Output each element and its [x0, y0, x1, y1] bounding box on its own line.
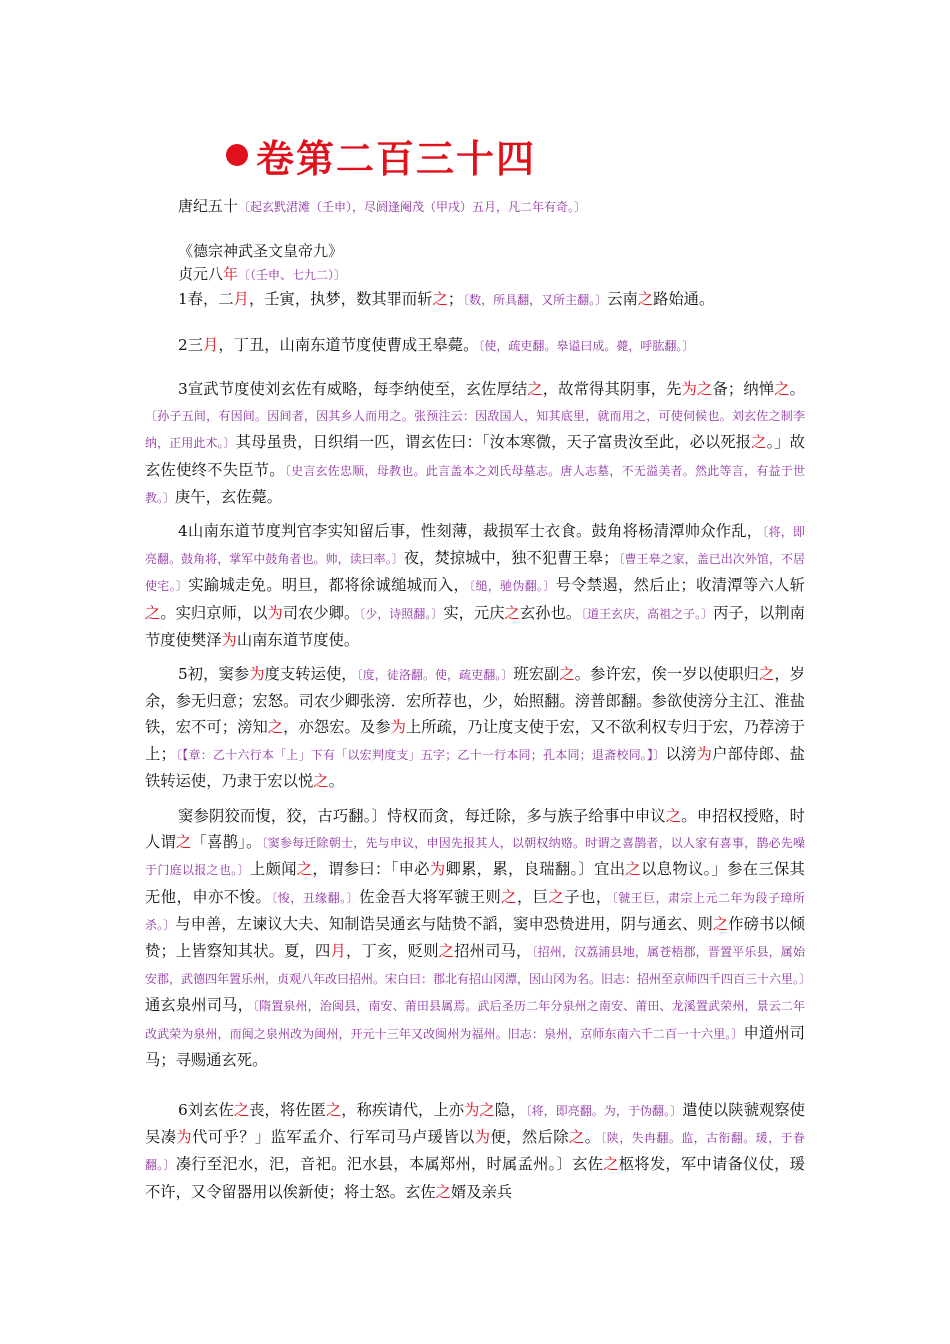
text-run: ，称疾请代，上亦: [341, 1101, 465, 1119]
text-run: ，壬寅，执梦，数其罪而斩: [248, 290, 433, 308]
text-run: ，谓参曰：「申必: [312, 860, 430, 879]
text-run: 。: [584, 1128, 601, 1147]
text-run: 婿及亲兵: [450, 1182, 513, 1201]
highlighted-char: 之: [313, 771, 329, 790]
highlighted-char: 之: [751, 433, 767, 452]
text-run: ，巨: [516, 887, 549, 906]
text-run: ，亦怨宏。及参: [283, 718, 391, 737]
text-run: 2三: [178, 336, 204, 354]
highlighted-char: 为之: [681, 380, 713, 398]
text-run: 卿累，累，良瑞翻。〕宜出: [445, 860, 626, 879]
text-run: 与申善，左谏议大夫、知制诰吴通玄与陆贽不謟，窦申恐贽进用，阴与通玄、则: [175, 914, 713, 933]
paragraph-3: [145, 376, 805, 511]
text-run: ；: [447, 290, 464, 308]
highlighted-char: 月: [330, 942, 346, 961]
text-run: 上颇闻: [249, 860, 297, 879]
text-run: 凑行至汜水，汜，音祀。汜水县，本属郑州，时属孟州。〕玄佐: [175, 1155, 604, 1174]
commentary-note: 〔【章：乙十六行本「上」下有「以宏判度支」五字；乙十一行本同；孔本同；退斋校同。】〕: [175, 747, 666, 762]
highlighted-char: 为: [390, 718, 406, 737]
highlighted-char: 之: [325, 1101, 342, 1119]
text-run: 隐，: [494, 1101, 526, 1119]
highlighted-char: 之: [176, 833, 192, 852]
text-run: 「喜鹊」。: [191, 833, 262, 852]
text-run: 玄孙也。: [519, 603, 582, 622]
text-run: 上所疏，乃让度支使于宏，又不欲利权专归于宏，乃荐滂于上；: [145, 718, 805, 763]
text-run: 6刘玄佐: [178, 1101, 234, 1119]
highlighted-char: 之: [603, 1155, 619, 1174]
highlighted-char: 年: [223, 265, 239, 283]
text-run: 实踰城走免。明旦，都将徐诚缒城而入，: [188, 576, 470, 595]
year-line: [178, 264, 346, 285]
text-run: 户部侍郎、盐铁转运使，乃隶于宏以悦: [145, 744, 805, 790]
highlighted-char: 之: [145, 603, 161, 622]
highlighted-char: 之: [504, 603, 520, 622]
text-run: ，故常得其阴事，先: [542, 380, 682, 398]
commentary-note: 〔史言玄佐忠顺，母教也。此言盖本之刘氏母墓志。唐人志墓，不无溢美者。然此等言，有益于世教。〕: [145, 463, 805, 505]
text-run: 实，元庆: [443, 603, 505, 622]
text-run: 其母虽贵，日织绢一匹，谓玄佐曰：「汝本寒微，天子富贵汝至此，必以死报: [235, 433, 752, 452]
commentary-note: 〔虢王巨，肃宗上元二年为段子璋所杀。〕: [145, 890, 805, 932]
highlighted-char: 之: [438, 942, 455, 961]
text-run: ，岁余，参无归意；宏怒。司农少卿张滂．宏所荐也，少，始照翻。滂普郎翻。参欲使滂分主江、淮盐铁，宏不可；滂知: [145, 665, 805, 737]
text-run: 度支转运使，: [264, 665, 357, 683]
text-run: 申道州司马；寻赐通玄死。: [145, 1023, 805, 1069]
chapter-title: [226, 128, 536, 183]
commentary-note: 〔悛，丑缘翻。〕: [271, 890, 360, 905]
highlighted-char: 之: [267, 718, 284, 737]
text-run: 。: [328, 771, 344, 790]
text-run: 司农少卿。: [282, 603, 360, 622]
commentary-note: 〔曹王皋之家，盖已出次外馆，不居使宅。〕: [145, 552, 805, 594]
text-run: 子也，: [564, 887, 612, 906]
text-run: ，丁亥，贬则: [345, 942, 439, 961]
highlighted-char: 之: [296, 860, 313, 879]
highlighted-char: 之: [665, 807, 682, 825]
commentary-note: 〔陕，失冉翻。监，古衔翻。瑗，于眷翻。〕: [145, 1131, 805, 1173]
paragraph-5: [145, 661, 805, 794]
text-run: 。」故玄佐使终不失臣节。: [145, 433, 805, 479]
commentary-note: 〔使，疏吏翻。皋谥曰成。薨，呼肱翻。〕: [478, 339, 695, 353]
highlighted-char: 之: [568, 1128, 585, 1147]
text-run: 备；纳惮: [712, 380, 775, 398]
highlighted-char: 之: [233, 1101, 250, 1119]
text-run: 路始通。: [653, 290, 715, 308]
text-run: 以滂: [665, 744, 697, 763]
commentary-note: 〔窦参每迁除朝士，先与申议，申因先报其人，以朝权纳赂。时谓之喜鹊者，以人家有喜事，鹊必先噪于门庭以报之也。〕: [145, 836, 805, 878]
highlighted-char: 为: [249, 665, 265, 683]
highlighted-char: 之: [559, 665, 575, 683]
highlighted-char: 月: [203, 336, 219, 354]
emperor-line: [178, 241, 343, 261]
text-run: 。申招权授赂，时人谓: [145, 807, 805, 852]
paragraph-2: [145, 332, 805, 359]
text-run: 作磅书以倾贽；上皆察知其状。夏，四: [145, 914, 805, 961]
text-run: 招州司马，: [454, 942, 532, 961]
highlighted-char: 月: [233, 290, 249, 308]
highlighted-char: 为: [221, 630, 237, 649]
text-run: 代可乎？」监军孟介、行军司马卢瑗皆以: [192, 1128, 475, 1147]
commentary-note: 〔（壬申、七九二）〕: [238, 268, 347, 282]
text-run: 3宣武节度使刘玄佐有威略，每李纳使至，玄佐厚结: [178, 380, 528, 398]
commentary-note: 〔孙子五间，有因间。因间者，因其乡人而用之。张预注云：因敌国人，知其底里，就而用之，可使伺候也。刘玄佐之制李纳，正用此术。〕: [145, 409, 805, 451]
paragraph-7: [145, 1097, 805, 1205]
highlighted-char: 之: [637, 290, 654, 308]
text-run: 佐金吾大将军虢王则: [359, 887, 502, 906]
text-run: 遣使以陕虢观察使吴凑: [145, 1101, 805, 1147]
highlighted-char: 之: [501, 887, 517, 906]
highlighted-char: 为: [696, 744, 713, 763]
text-run: 4山南东道节度判官李实知留后事，性刻薄，裁损军士衣食。鼓角将杨清潭帅众作乱，: [178, 522, 763, 540]
text-run: 丧，将佐匿: [249, 1101, 326, 1119]
text-run: 唐纪五十: [178, 197, 239, 215]
commentary-note: 〔缒，驰伪翻。〕: [469, 579, 556, 594]
text-run: 云南: [607, 290, 638, 308]
chapter-title-text: 卷第二百三十四: [256, 136, 537, 181]
highlighted-char: 之: [712, 914, 729, 933]
highlighted-char: 为: [429, 860, 446, 879]
commentary-note: 〔少，诗照翻。〕: [359, 606, 444, 621]
text-run: 以息物议。」参在三保其无他，申亦不悛。: [145, 860, 805, 906]
commentary-note: 〔起玄黓涒滩（壬申），尽阏逢阉茂（甲戌）五月，凡二年有奇。〕: [238, 200, 587, 214]
text-run: 。实归京师，以: [160, 603, 268, 622]
highlighted-char: 为: [176, 1128, 193, 1147]
highlighted-char: 之: [435, 1182, 451, 1201]
highlighted-char: 之: [527, 380, 543, 398]
commentary-note: 〔数，所具翻，又所主翻。〕: [463, 293, 608, 307]
text-run: 《德宗神武圣文皇帝九》: [178, 242, 344, 260]
commentary-note: 〔将，即亮翻。为，于伪翻。〕: [525, 1104, 683, 1118]
commentary-note: 〔隋置泉州，治闽县，南安、莆田县属焉。武后圣历二年分泉州之南安、莆田、龙溪置武荣州，景云二年改武荣为泉州，而闽之泉州改为闽州，开元十三年又改闽州为福州。旧志：泉州，京师东南六千二百一十六里。〕: [145, 999, 805, 1041]
paragraph-1: [145, 286, 805, 313]
text-run: 5初，窦参: [178, 665, 250, 683]
commentary-note: 〔招州，汉荔浦县地，属苍梧郡，晋置平乐县，属始安郡，武德四年置乐州，贞观八年改曰招州。宋白曰：郡北有招山冈潭，因山冈为名。旧志：招州至京师四千四百三十六里。〕: [145, 945, 812, 987]
text-run: 庚午，玄佐薨。: [175, 487, 283, 506]
paragraph-4: [145, 518, 805, 653]
text-run: 贞元八: [178, 265, 224, 283]
text-run: 柩将发，军中请备仪仗，瑗不许，又令留器用以俟新使；将士怒。玄佐: [145, 1155, 805, 1201]
text-run: 号令禁遏，然后止；收清潭等六人斩: [555, 576, 805, 595]
commentary-note: 〔度，徒洛翻。使，疏吏翻。〕: [356, 668, 514, 682]
dynasty-line: [178, 196, 586, 217]
text-run: ，丁丑，山南东道节度使曹成王皋薨。: [218, 336, 479, 354]
text-run: 丙子，以荆南节度使樊泽: [145, 603, 805, 649]
paragraph-6: [145, 803, 812, 1073]
text-run: 通玄泉州司马，: [145, 996, 254, 1015]
text-run: 窦参阴狡而愎，狡，古巧翻。〕恃权而贪，每迁除，多与族子给事中申议: [178, 807, 666, 825]
text-run: 。: [789, 380, 805, 398]
highlighted-char: 之: [432, 290, 448, 308]
text-run: 山南东道节度使。: [236, 630, 360, 649]
commentary-note: 〔将，即亮翻。鼓角将，掌军中鼓角者也。帅，读曰率。〕: [145, 525, 805, 567]
highlighted-char: 为之: [464, 1101, 495, 1119]
highlighted-char: 之: [774, 380, 790, 398]
highlighted-char: 之: [548, 887, 565, 906]
text-run: 1春，二: [178, 290, 234, 308]
highlighted-char: 之: [625, 860, 642, 879]
highlighted-char: 为: [474, 1128, 491, 1147]
bullet-icon: [226, 144, 248, 166]
text-run: 。参许宏，俟一岁以使职归: [574, 665, 759, 683]
commentary-note: 〔道王玄庆，高祖之子。〕: [581, 606, 714, 621]
text-run: 班宏副: [513, 665, 560, 683]
highlighted-char: 之: [758, 665, 775, 683]
highlighted-char: 为: [267, 603, 283, 622]
text-run: 便，然后除: [490, 1128, 569, 1147]
text-run: 夜，焚掠城中，独不犯曹王皋；: [403, 549, 619, 568]
